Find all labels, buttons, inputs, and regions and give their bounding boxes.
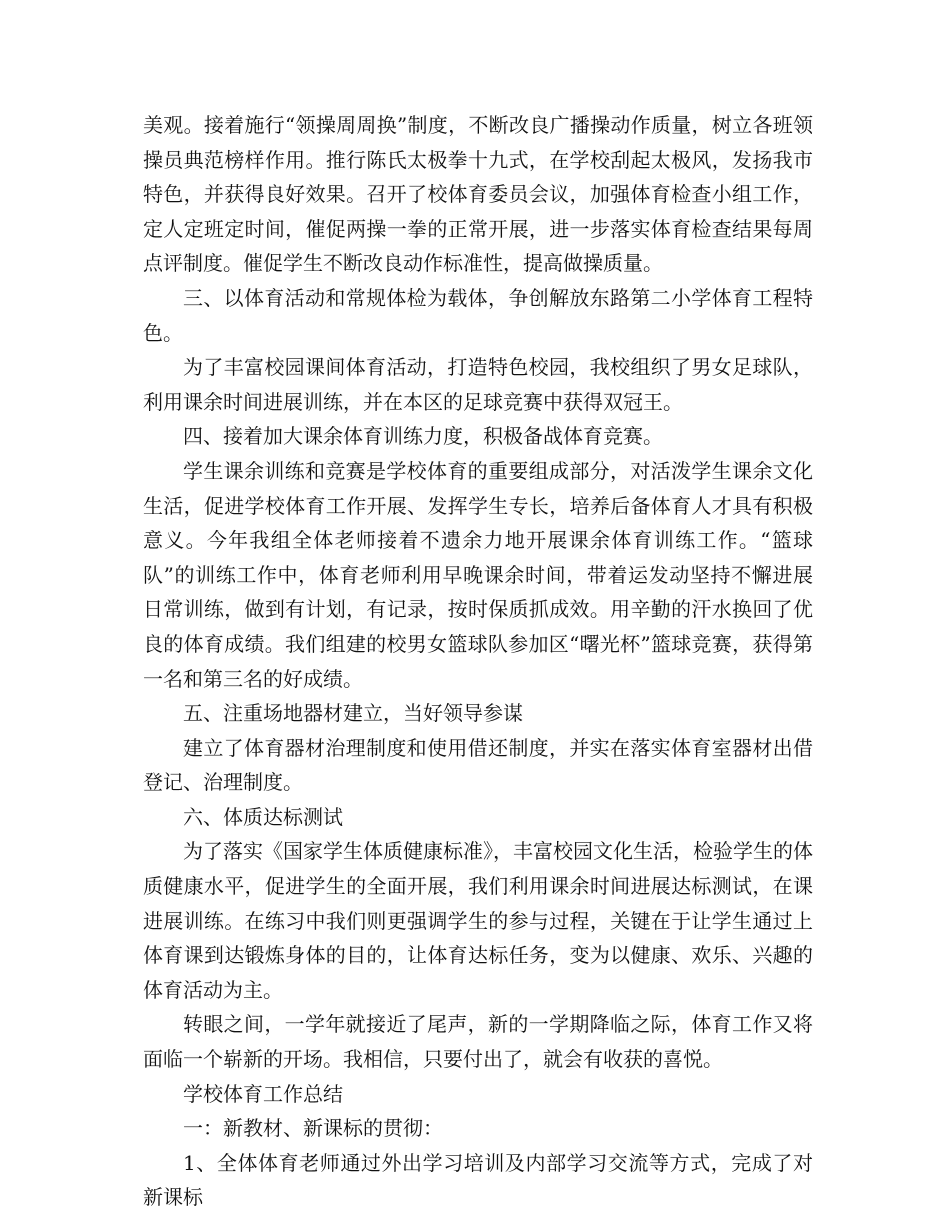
section-heading-four: 四、接着加大课余体育训练力度，积极备战体育竞赛。 — [183, 424, 663, 449]
paragraph-football: 为了丰富校园课间体育活动，打造特色校园，我校组织了男女足球队，利用课余时间进展训练，并在本区的足球竞赛中获得双冠王。 — [143, 355, 813, 414]
section-heading-five: 五、注重场地器材建立，当好领导参谋 — [183, 701, 523, 726]
paragraph-training: 学生课余训练和竞赛是学校体育的重要组成部分，对活泼学生课余文化生活，促进学校体育工作开展、发挥学生专长，培养后备体育人才具有积极意义。今年我组全体老师接着不遗余力地开展课余体育训练工作。“篮球队”的训练工作中，体育老师利用早晚课余时间，带着运发动坚持不懈进展日常训练，做到有计划，有记录，按时保质抓成效。用辛勤的汗水换回了优良的体育成绩。我们组建的校男女篮球队参加区“曙光杯”篮球竞赛，获得第一名和第三名的好成绩。 — [143, 458, 813, 691]
paragraph-continuation: 美观。接着施行“领操周周换”制度，不断改良广播操动作质量，树立各班领操员典范榜样作用。推行陈氏太极拳十九式，在学校刮起太极风，发扬我市特色，并获得良好效果。召开了校体育委员会议，加强体育检查小组工作，定人定班定时间，催促两操一拳的正常开展，进一步落实体育检查结果每周点评制度。催促学生不断改良动作标准性，提高做操质量。 — [143, 113, 813, 276]
section-heading-six: 六、体质达标测试 — [183, 804, 343, 829]
paragraph-fitness-test: 为了落实《国家学生体质健康标准》，丰富校园文化生活，检验学生的体质健康水平，促进学生的全面开展，我们利用课余时间进展达标测试，在课进展训练。在练习中我们则更强调学生的参与过程，关键在于让学生通过上体育课到达锻炼身体的目的，让体育达标任务，变为以健康、欢乐、兴趣的体育活动为主。 — [143, 839, 813, 1002]
summary-heading-one: 一：新教材、新课标的贯彻： — [183, 1116, 443, 1141]
paragraph-equipment: 建立了体育器材治理制度和使用借还制度，并实在落实体育室器材出借登记、治理制度。 — [143, 735, 813, 795]
paragraph-closing: 转眼之间，一学年就接近了尾声，新的一学期降临之际，体育工作又将面临一个崭新的开场。我相信，只要付出了，就会有收获的喜悦。 — [143, 1012, 813, 1072]
document-body — [143, 108, 813, 1215]
section-heading-three: 三、以体育活动和常规体检为载体，争创解放东路第二小学体育工程特色。 — [143, 285, 813, 345]
summary-title: 学校体育工作总结 — [183, 1081, 343, 1106]
summary-item-one: 1、全体体育老师通过外出学习培训及内部学习交流等方式，完成了对新课标 — [143, 1150, 813, 1210]
